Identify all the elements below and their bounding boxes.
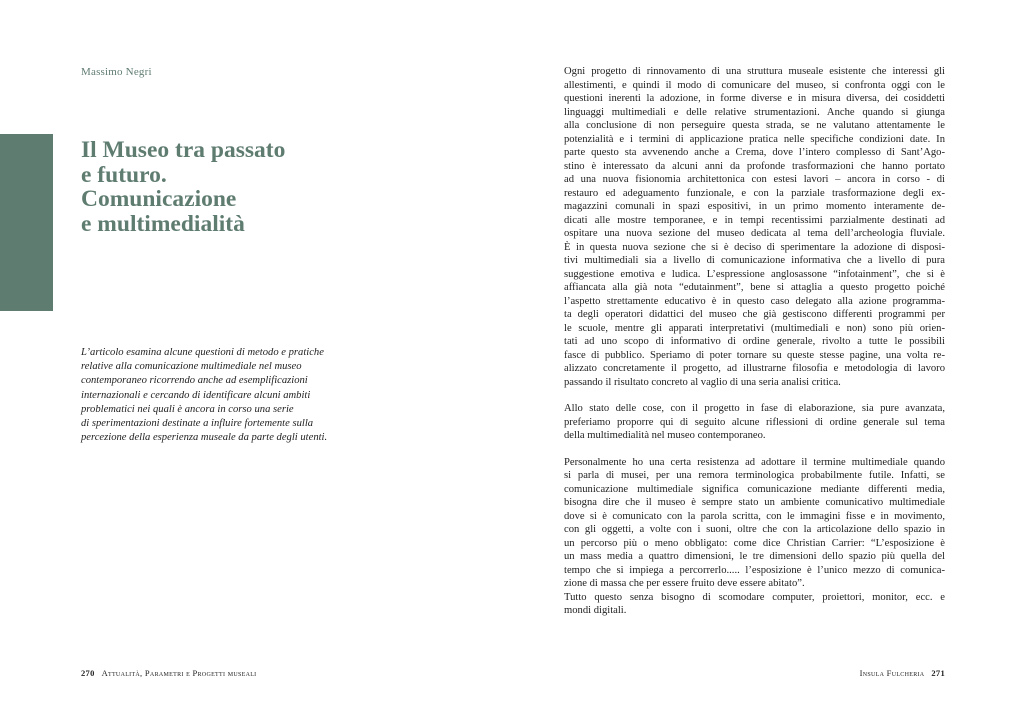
- body-paragraph: [564, 65, 945, 389]
- page-number-left: 270: [81, 668, 95, 678]
- abstract-line: internazionali e cercando di identificare alcuni ambiti: [81, 389, 311, 401]
- body-line: Allo stato delle cose, con il progetto in fase di elaborazione, sia pure avanzata,: [564, 403, 945, 414]
- abstract: [81, 346, 341, 445]
- body-line: l’aspetto strettamente educativo è in questo caso delegato alla azione programma-: [564, 295, 945, 307]
- body-line: allestimenti, e quindi il modo di comunicare del museo, si confronta oggi con le: [564, 79, 945, 91]
- body-line: parte questo sta avvenendo anche a Crema, dove l’intero complesso di Sant’Ago-: [564, 147, 945, 158]
- body-line: bisogna dire che il museo è sempre stato un ambiente comunicativo multimediale: [564, 497, 945, 508]
- body-line: affiancata alla già nota “edutainment”, bene si attaglia a questo progetto poiché: [564, 282, 945, 293]
- body-line: tempo che si impiega a percorrerlo..... l’esposizione è l’unico mezzo di comunica-: [564, 564, 945, 576]
- body-line: Ogni progetto di rinnovamento di una struttura museale esistente che interessi gli: [564, 66, 945, 77]
- body-line: suggestione emotiva e ludica. L’espressione anglosassone “infotainment”, che si è: [564, 268, 945, 280]
- body-line: preferiamo proporre qui di seguito alcune riflessioni di ordine generale sul tema: [564, 416, 945, 428]
- folio-left: [81, 668, 256, 678]
- title-line: e futuro.: [81, 161, 167, 188]
- body-line: magazzini comunali in spazi espositivi, in un primo momento interamente de-: [564, 201, 945, 212]
- abstract-line: L’articolo esamina alcune questioni di metodo e pratiche: [81, 347, 324, 358]
- body-line: alizzato concretamente il progetto, ad illustrarne filosofia e metodologia di lavoro: [564, 363, 945, 374]
- running-head-right: Insula Fulcheria: [859, 668, 925, 678]
- body-line: Tutto questo senza bisogno di scomodare computer, proiettori, monitor, ecc. e: [564, 591, 945, 603]
- body-text: [564, 65, 945, 618]
- body-line: un mass media a quattro dimensioni, le tre dimensioni dello spazio più quella del: [564, 551, 945, 562]
- body-paragraph: [564, 591, 945, 618]
- body-line: tati ad uno scopo di informativo di ordine generale, rivolto a tutte le possibili: [564, 336, 945, 347]
- body-line: dicati alle mostre temporanee, e in tempi recentissimi parzialmente destinati ad: [564, 214, 945, 226]
- running-head-left: Attualità, Parametri e Progetti museali: [101, 668, 257, 678]
- body-line: zione di massa che per essere fruito deve essere abitato”.: [564, 578, 805, 589]
- abstract-line: di sperimentazioni destinate a influire fortemente sulla: [81, 418, 314, 430]
- body-line: mondi digitali.: [564, 605, 627, 616]
- body-line: della multimedialità nel museo contemporaneo.: [564, 430, 766, 441]
- body-line: fasce di pubblico. Speriamo di poter tornare su queste stesse pagine, una volta re-: [564, 349, 945, 361]
- body-line: linguaggi multimediali e delle relative strumentazioni. Anche quando si giunga: [564, 106, 945, 118]
- body-line: le scuole, mentre gli apparati interpretativi (multimediali e non) sono più orien-: [564, 322, 945, 334]
- body-line: passando il risultato concreto al vaglio di una seria analisi critica.: [564, 376, 841, 388]
- body-line: ta degli operatori didattici del museo che già gestiscono differenti programmi per: [564, 309, 945, 320]
- body-line: si parla di musei, per una remora terminologica probabilmente futile. Infatti, se: [564, 470, 945, 481]
- body-line: ad una nuova fisionomia architettonica con estesi lavori – ancora in corso - di: [564, 174, 945, 185]
- body-line: È in questa nuova sezione che si è deciso di sperimentare la adozione di disposi-: [564, 241, 945, 253]
- abstract-line: percezione della esperienza museale da parte degli utenti.: [81, 432, 328, 444]
- body-paragraph: [564, 456, 945, 591]
- folio-right: [860, 668, 945, 678]
- body-line: ospitare una nuova sezione del museo dedicata al tema dell’archeologia fluviale.: [564, 228, 945, 239]
- body-line: alla conclusione di non perseguire questa strada, se ne valutano attentamente le: [564, 120, 945, 131]
- body-line: restauro ed adeguamento funzionale, e con la parziale trasformazione degli ex-: [564, 187, 945, 199]
- title-line: Il Museo tra passato: [81, 137, 286, 163]
- body-line: con gli oggetti, a volte con i suoni, oltre che con la articolazione dello spazio in: [564, 524, 945, 535]
- page-number-right: 271: [931, 668, 945, 678]
- accent-bar: [0, 134, 53, 311]
- body-line: tivi multimediali sia a livello di comunicazione informativa che a livello di pura: [564, 255, 945, 266]
- abstract-line: problematici nei quali è ancora in corso una serie: [81, 403, 294, 415]
- body-line: questioni inerenti la adozione, in forme diverse e in misura diversa, dei cosiddetti: [564, 93, 945, 104]
- body-line: un percorso più o meno obbligato: come dice Christian Carrier: “L’esposizione è: [564, 537, 945, 549]
- body-paragraph: [564, 402, 945, 443]
- body-line: dove si è comunicato con la parola scritta, con le immagini fisse e in movimento,: [564, 510, 945, 522]
- title-line: e multimedialità: [81, 210, 245, 237]
- body-line: comunicazione multimediale significa comunicazione mediante differenti media,: [564, 483, 945, 495]
- body-line: Personalmente ho una certa resistenza ad adottare il termine multimediale quando: [564, 456, 945, 468]
- abstract-line: contemporaneo ricorrendo anche ad esemplificazioni: [81, 375, 308, 387]
- body-line: potenzialità e i termini di applicazione pratica nelle specifiche condizioni date. In: [564, 133, 945, 145]
- article-title: [81, 138, 331, 236]
- body-line: stino è interessato da alcuni anni da profonde trasformazioni che hanno portato: [564, 160, 945, 172]
- author-name: Massimo Negri: [81, 66, 152, 78]
- title-line: Comunicazione: [81, 186, 237, 212]
- abstract-line: relative alla comunicazione multimediale nel museo: [81, 361, 302, 373]
